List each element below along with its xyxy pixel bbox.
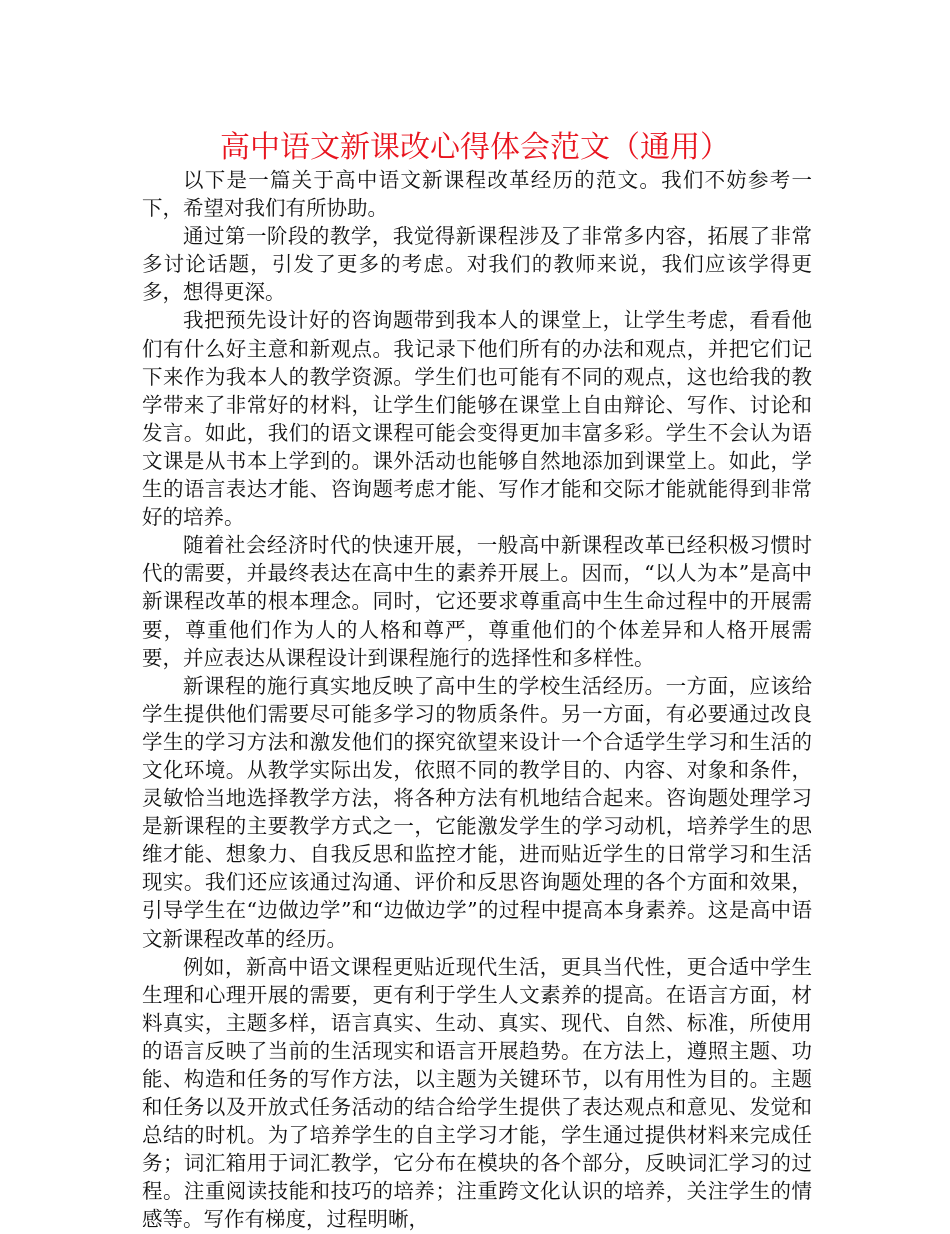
- paragraph-6: 例如，新高中语文课程更贴近现代生活，更具当代性，更合适中学生生理和心理开展的需要，更有利于学生人文素养的提高。在语言方面，材料真实，主题多样，语言真实、生动、真实、现代、自然、标准，所使用的语言反映了当前的生活现实和语言开展趋势。在方法上，遵照主题、功能、构造和任务的写作方法，以主题为关键环节，以有用性为目的。主题和任务以及开放式任务活动的结合给学生提供了表达观点和意见、发觉和总结的时机。为了培养学生的自主学习才能，学生通过提供材料来完成任务；词汇箱用于词汇教学，它分布在模块的各个部分，反映词汇学习的过程。注重阅读技能和技巧的培养；注重跨文化认识的培养，关注学生的情感等。写作有梯度，过程明晰，: [142, 954, 812, 1232]
- paragraph-2: 通过第一阶段的教学，我觉得新课程涉及了非常多内容，拓展了非常多讨论话题，引发了更多的考虑。对我们的教师来说，我们应该学得更多，想得更深。: [142, 224, 812, 305]
- paragraph-3: 我把预先设计好的咨询题带到我本人的课堂上，让学生考虑，看看他们有什么好主意和新观点。我记录下他们所有的办法和观点，并把它们记下来作为我本人的教学资源。学生们也可能有不同的观点，这也给我的教学带来了非常好的材料，让学生们能够在课堂上自由辩论、写作、讨论和发言。如此，我们的语文课程可能会变得更加丰富多彩。学生不会认为语文课是从书本上学到的。课外活动也能够自然地添加到课堂上。如此，学生的语言表达才能、咨询题考虑才能、写作才能和交际才能就能得到非常好的培养。: [142, 308, 812, 530]
- document-title: 高中语文新课改心得体会范文（通用）: [220, 130, 730, 165]
- paragraph-1: 以下是一篇关于高中语文新课程改革经历的范文。我们不妨参考一下，希望对我们有所协助。: [142, 168, 812, 221]
- document-body: [142, 166, 812, 1234]
- paragraph-5: 新课程的施行真实地反映了高中生的学校生活经历。一方面，应该给学生提供他们需要尽可能多学习的物质条件。另一方面，有必要通过改良学生的学习方法和激发他们的探究欲望来设计一个合适学生学习和生活的文化环境。从教学实际出发，依照不同的教学目的、内容、对象和条件，灵敏恰当地选择教学方法，将各种方法有机地结合起来。咨询题处理学习是新课程的主要教学方式之一，它能激发学生的学习动机，培养学生的思维才能、想象力、自我反思和监控才能，进而贴近学生的日常学习和生活现实。我们还应该通过沟通、评价和反思咨询题处理的各个方面和效果，引导学生在“边做边学”和“边做边学”的过程中提高本身素养。这是高中语文新课程改革的经历。: [142, 673, 812, 951]
- paragraph-4: 随着社会经济时代的快速开展，一般高中新课程改革已经积极习惯时代的需要，并最终表达在高中生的素养开展上。因而，“以人为本”是高中新课程改革的根本理念。同时，它还要求尊重高中生生命过程中的开展需要，尊重他们作为人的人格和尊严，尊重他们的个体差异和人格开展需要，并应表达从课程设计到课程施行的选择性和多样性。: [142, 533, 812, 670]
